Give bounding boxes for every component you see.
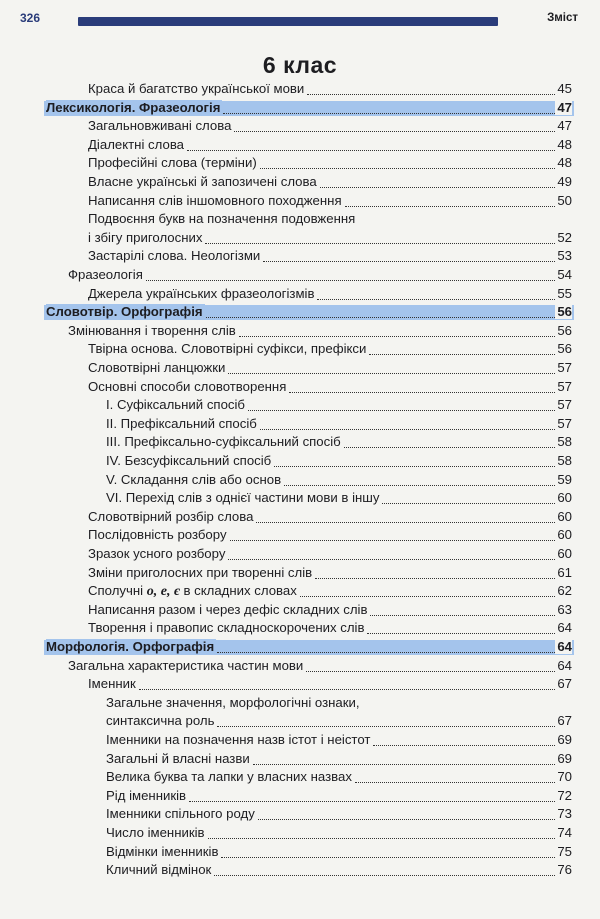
- toc-entry[interactable]: [0, 396, 600, 415]
- toc-entry[interactable]: [0, 675, 600, 694]
- toc-entry[interactable]: [0, 731, 600, 750]
- toc-entry[interactable]: [0, 136, 600, 155]
- toc-title-part: в складних словах: [179, 583, 297, 599]
- dot-leader: [258, 819, 555, 820]
- toc-page-number: 60: [557, 508, 572, 524]
- toc-page-number: 53: [557, 248, 572, 264]
- toc-page-number: 69: [557, 750, 572, 766]
- toc-entry[interactable]: [0, 582, 600, 601]
- dot-leader: [189, 801, 555, 802]
- toc-entry[interactable]: [0, 694, 600, 713]
- toc-page-number: 60: [557, 490, 572, 506]
- toc-entry-title: Діалектні слова: [88, 136, 185, 152]
- toc-entry-title: Краса й багатство української мови: [88, 81, 305, 96]
- toc-entry[interactable]: [0, 99, 600, 118]
- toc-entry-title: ІІІ. Префіксально-суфіксальний спосіб: [106, 434, 341, 450]
- toc-entry[interactable]: [0, 285, 600, 304]
- toc-page-number: 69: [557, 732, 572, 747]
- toc-entry-title: Змінювання і творення слів: [68, 322, 236, 338]
- toc-entry[interactable]: [0, 173, 600, 192]
- toc-entry[interactable]: [0, 80, 600, 99]
- toc-entry[interactable]: [0, 378, 600, 397]
- toc-entry[interactable]: [0, 712, 600, 731]
- toc-page-number: 70: [557, 769, 572, 785]
- toc-page-number: 57: [557, 397, 572, 413]
- toc-page-number: 73: [557, 806, 572, 822]
- toc-entry-title: Зміни приголосних при творенні слів: [88, 564, 313, 580]
- toc-page-number: 57: [557, 378, 572, 394]
- toc-page-number: 60: [557, 546, 572, 561]
- dot-leader: [355, 782, 555, 783]
- toc-entry-title: І. Суфіксальний спосіб: [106, 397, 245, 413]
- toc-page-number: 75: [557, 843, 572, 859]
- toc-entry-title: Послідовність розбору: [88, 527, 227, 543]
- toc-entry[interactable]: [0, 210, 600, 229]
- dot-leader: [214, 875, 555, 876]
- toc-entry[interactable]: [0, 489, 600, 508]
- toc-entry[interactable]: [0, 526, 600, 545]
- dot-leader: [208, 838, 555, 839]
- toc-entry[interactable]: [0, 545, 600, 564]
- dot-leader: [263, 261, 555, 262]
- toc-entry[interactable]: [0, 750, 600, 769]
- toc-page-number: 60: [557, 527, 572, 543]
- dot-leader: [260, 429, 555, 430]
- toc-page-number: 52: [557, 229, 572, 245]
- dot-leader: [369, 354, 555, 355]
- dot-leader: [146, 280, 555, 281]
- toc-page-number: 56: [557, 304, 572, 320]
- toc-entry-title: синтаксична роль: [106, 713, 215, 729]
- toc-entry-title: [88, 583, 299, 600]
- toc-page-number: 56: [557, 341, 572, 357]
- toc-entry-title: Творення і правопис складноскорочених слів: [88, 620, 365, 636]
- toc-entry-title: Загальні й власні назви: [106, 750, 250, 766]
- dot-leader: [344, 447, 555, 448]
- toc-page-number: 74: [557, 825, 572, 840]
- toc-entry-title: Велика буква та лапки у власних назвах: [106, 769, 352, 785]
- toc-page-number: 64: [557, 639, 572, 654]
- toc-entry[interactable]: [0, 619, 600, 638]
- dot-leader: [320, 187, 555, 188]
- toc-page-number: 67: [557, 713, 572, 729]
- toc-entry-title: Число іменників: [106, 825, 205, 840]
- dot-leader: [187, 150, 555, 151]
- toc-entry[interactable]: [0, 303, 600, 322]
- dot-leader: [289, 392, 555, 393]
- toc-entry[interactable]: [0, 768, 600, 787]
- toc-page-number: 45: [557, 81, 572, 96]
- toc-entry[interactable]: [0, 638, 600, 657]
- dot-leader: [217, 726, 555, 727]
- toc-entry-title: Морфологія. Орфографія: [46, 639, 215, 654]
- toc-entry[interactable]: [0, 805, 600, 824]
- toc-entry[interactable]: [0, 415, 600, 434]
- toc-page-number: 47: [557, 99, 572, 115]
- toc-page-number: 64: [557, 657, 572, 673]
- toc-entry-title: Іменники на позначення назв істот і неістот: [106, 732, 371, 747]
- toc-entry-title: Відмінки іменників: [106, 843, 219, 859]
- toc-entry-title: ІV. Безсуфіксальний спосіб: [106, 453, 272, 468]
- toc-entry-title: Написання разом і через дефіс складних слів: [88, 601, 368, 617]
- toc-entry-title: Твірна основа. Словотвірні суфікси, префікси: [88, 341, 367, 357]
- toc-page-number: 58: [557, 453, 572, 468]
- dot-leader: [228, 559, 555, 560]
- dot-leader: [382, 503, 555, 504]
- toc-entry[interactable]: [0, 564, 600, 583]
- dot-leader: [317, 299, 555, 300]
- toc-page-number: 62: [557, 583, 572, 599]
- toc-entry[interactable]: [0, 247, 600, 266]
- toc-page-number: 57: [557, 360, 572, 375]
- dot-leader: [367, 633, 555, 634]
- dot-leader: [256, 522, 555, 523]
- toc-page-number: 67: [557, 676, 572, 692]
- dot-leader: [300, 596, 555, 597]
- toc-entry-title: Застарілі слова. Неологізми: [88, 248, 261, 264]
- toc-entry[interactable]: [0, 452, 600, 471]
- toc-entry-title: Іменник: [88, 676, 136, 692]
- toc-entry-title: Словотвірний розбір слова: [88, 508, 254, 524]
- toc-title-emphasis: о, е, є: [146, 584, 180, 600]
- toc-entry[interactable]: [0, 824, 600, 843]
- dot-leader: [228, 373, 555, 374]
- grade-title: 6 клас: [262, 52, 338, 78]
- toc-entry[interactable]: [0, 266, 600, 285]
- toc-entry-title: Професійні слова (терміни): [88, 155, 257, 171]
- dot-leader: [284, 485, 555, 486]
- toc-entry-title: Джерела українських фразеологізмів: [88, 285, 315, 301]
- toc-page-number: 54: [557, 267, 572, 282]
- toc-entry-title: ІІ. Префіксальний спосіб: [106, 415, 257, 431]
- toc-page-number: 72: [557, 787, 572, 803]
- toc-entry-title: V. Складання слів або основ: [106, 471, 282, 487]
- toc-entry-title: Словотвірні ланцюжки: [88, 360, 226, 375]
- toc-page-number: 63: [557, 601, 572, 617]
- toc-entry[interactable]: [0, 359, 600, 378]
- toc-entry-title: і збігу приголосних: [88, 229, 203, 245]
- dot-leader: [139, 689, 555, 690]
- toc-entry-title: Фразеологія: [68, 267, 143, 282]
- toc-entry-title: Кличний відмінок: [106, 862, 212, 878]
- toc-entry[interactable]: [0, 433, 600, 452]
- toc-page-number: 58: [557, 434, 572, 450]
- dot-leader: [248, 410, 555, 411]
- toc-entry[interactable]: [0, 657, 600, 676]
- toc-entry[interactable]: [0, 340, 600, 359]
- dot-leader: [234, 131, 555, 132]
- toc-entry[interactable]: [0, 471, 600, 490]
- toc-entry-title: Лексикологія. Фразеологія: [46, 99, 221, 115]
- section-title: Зміст: [547, 12, 578, 24]
- dot-leader: [260, 168, 555, 169]
- toc-entry[interactable]: [0, 154, 600, 173]
- toc-title-part: Сполучні: [88, 583, 147, 599]
- dot-leader: [274, 466, 555, 467]
- page-number: 326: [20, 11, 41, 25]
- toc-page-number: 56: [557, 322, 572, 338]
- toc-entry[interactable]: [0, 601, 600, 620]
- toc-entry-title: Рід іменників: [106, 787, 187, 803]
- dot-leader: [217, 652, 555, 653]
- dot-leader: [206, 317, 555, 318]
- toc-page-number: 55: [557, 285, 572, 301]
- toc-entry[interactable]: [0, 192, 600, 211]
- toc-entry-title: Подвоєння букв на позначення подовження: [88, 211, 356, 227]
- toc-entry-title: Написання слів іншомовного походження: [88, 192, 342, 208]
- dot-leader: [205, 243, 555, 244]
- toc-entry-title: Загальна характеристика частин мови: [68, 657, 304, 673]
- toc-page-number: 59: [557, 471, 572, 487]
- toc-entry-title: Власне українські й запозичені слова: [88, 174, 317, 189]
- toc-page-number: 47: [557, 118, 572, 134]
- toc-entry-title: VІ. Перехід слів з однієї частини мови в іншу: [106, 490, 380, 506]
- toc-page-number: 64: [557, 620, 572, 636]
- toc-entry[interactable]: [0, 322, 600, 341]
- dot-leader: [345, 206, 555, 207]
- toc-page-number: 49: [557, 174, 572, 189]
- dot-leader: [315, 578, 555, 579]
- toc-entry[interactable]: [0, 117, 600, 136]
- toc-entry-title: Іменники спільного роду: [106, 806, 255, 822]
- toc-page-number: 48: [557, 155, 572, 171]
- dot-leader: [230, 540, 555, 541]
- toc-entry[interactable]: [0, 843, 600, 862]
- dot-leader: [373, 745, 555, 746]
- toc-entry-title: Зразок усного розбору: [88, 546, 226, 561]
- toc-page-number: 48: [557, 136, 572, 152]
- toc-entry-title: Загальне значення, морфологічні ознаки,: [106, 694, 360, 710]
- toc-page-number: 61: [557, 564, 572, 580]
- toc-page-number: 76: [557, 862, 572, 878]
- dot-leader: [239, 336, 555, 337]
- dot-leader: [221, 857, 555, 858]
- toc-entry[interactable]: [0, 229, 600, 248]
- toc-entry[interactable]: [0, 508, 600, 527]
- toc-entry[interactable]: [0, 861, 600, 880]
- dot-leader: [223, 113, 555, 114]
- toc-entry-title: Загальновживані слова: [88, 118, 232, 134]
- dot-leader: [253, 764, 555, 765]
- dot-leader: [306, 671, 555, 672]
- toc-entry-title: Основні способи словотворення: [88, 378, 287, 394]
- dot-leader: [370, 615, 555, 616]
- toc-entry-title: Словотвір. Орфографія: [46, 304, 203, 320]
- header-bar: [78, 17, 498, 26]
- toc-page-number: 57: [557, 415, 572, 431]
- toc-entry[interactable]: [0, 787, 600, 806]
- toc-page-number: 50: [557, 192, 572, 208]
- dot-leader: [307, 94, 555, 95]
